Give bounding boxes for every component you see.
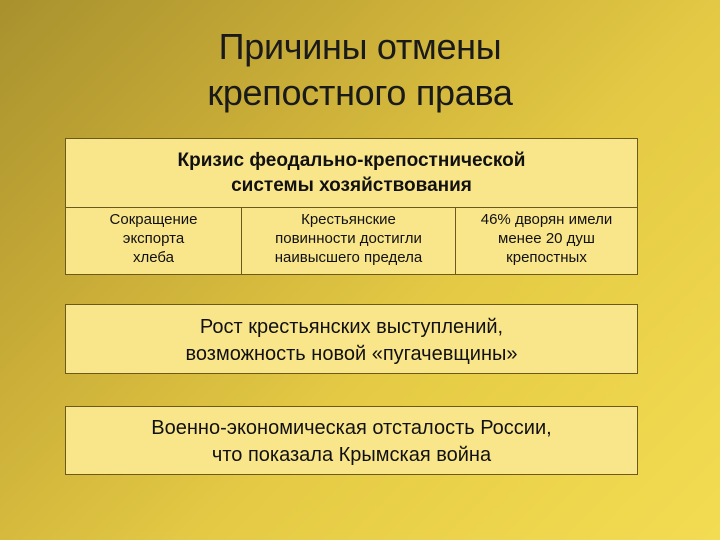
crisis-table bbox=[65, 138, 638, 275]
cell-line: хлеба bbox=[132, 249, 174, 266]
uprising-line: Рост крестьянских выступлений, bbox=[199, 316, 504, 338]
cell-line: Сокращение bbox=[109, 211, 198, 228]
cell-line: экспорта bbox=[122, 230, 185, 247]
uprising-line: возможность новой «пугачевщины» bbox=[185, 343, 518, 365]
cell-line: Крестьянские bbox=[301, 211, 396, 228]
cell-line: менее 20 душ bbox=[498, 230, 595, 247]
crisis-cell-export bbox=[66, 208, 242, 274]
backwardness-line: Военно-экономическая отсталость России, bbox=[151, 417, 552, 439]
crisis-cell-nobles bbox=[456, 208, 637, 274]
backwardness-line: что показала Крымская война bbox=[211, 444, 492, 466]
crisis-header bbox=[66, 139, 637, 208]
crisis-cells-row bbox=[66, 208, 637, 274]
crisis-cell-duties bbox=[242, 208, 456, 274]
crisis-header-line: Кризис феодально-крепостнической bbox=[177, 150, 526, 171]
slide-title bbox=[0, 24, 720, 116]
title-line: Причины отмены bbox=[218, 26, 502, 67]
backwardness-box bbox=[65, 406, 638, 475]
cell-line: 46% дворян имели bbox=[480, 211, 613, 228]
title-line: крепостного права bbox=[207, 72, 513, 113]
cell-line: наивысшего предела bbox=[274, 249, 423, 266]
uprising-box bbox=[65, 304, 638, 374]
crisis-header-line: системы хозяйствования bbox=[231, 175, 472, 196]
cell-line: крепостных bbox=[506, 249, 587, 266]
cell-line: повинности достигли bbox=[275, 230, 422, 247]
